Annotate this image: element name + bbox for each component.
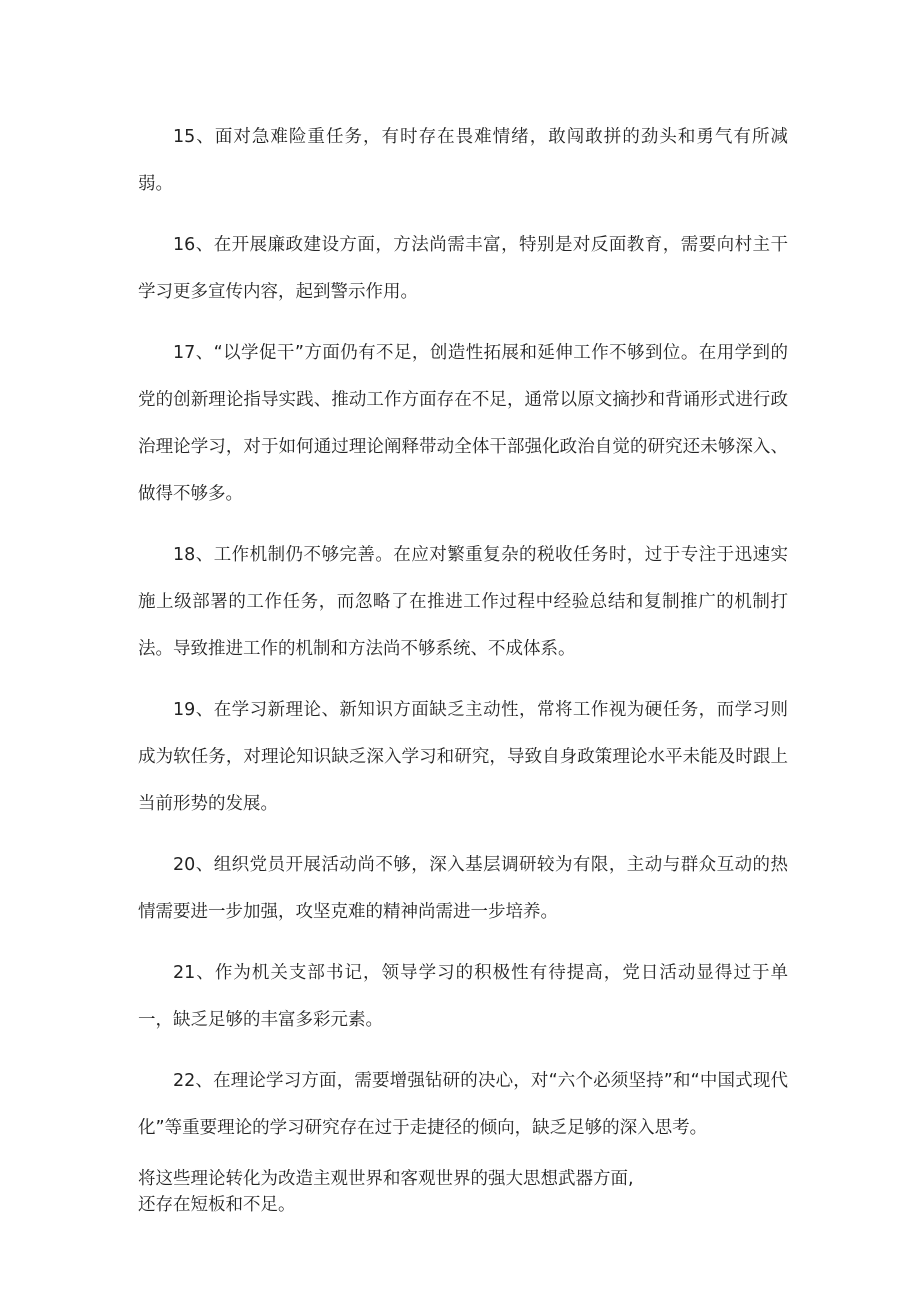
paragraph-18: 18、工作机制仍不够完善。在应对繁重复杂的税收任务时，过于专注于迅速实施上级部署的工作任务，而忽略了在推进工作过程中经验总结和复制推广的机制打法。导致推进工作的机制和方法尚不够系统、不成体系。 <box>138 545 788 659</box>
paragraph-21: 21、作为机关支部书记，领导学习的积极性有待提高，党日活动显得过于单一，缺乏足够的丰富多彩元素。 <box>138 963 788 1030</box>
document-body <box>138 114 788 1218</box>
paragraph-16: 16、在开展廉政建设方面，方法尚需丰富，特别是对反面教育，需要向村主干学习更多宣传内容，起到警示作用。 <box>138 235 788 302</box>
paragraph-20: 20、组织党员开展活动尚不够，深入基层调研较为有限，主动与群众互动的热情需要进一步加强，攻坚克难的精神尚需进一步培养。 <box>138 855 788 922</box>
paragraph-19: 19、在学习新理论、新知识方面缺乏主动性，常将工作视为硬任务，而学习则成为软任务，对理论知识缺乏深入学习和研究，导致自身政策理论水平未能及时跟上当前形势的发展。 <box>138 700 788 814</box>
trailing-line-2: 还存在短板和不足。 <box>138 1195 296 1215</box>
paragraph-15: 15、面对急难险重任务，有时存在畏难情绪，敢闯敢拼的劲头和勇气有所减弱。 <box>138 127 788 194</box>
trailing-line-1: 将这些理论转化为改造主观世界和客观世界的强大思想武器方面, <box>138 1169 634 1189</box>
paragraph-17: 17、“以学促干”方面仍有不足，创造性拓展和延伸工作不够到位。在用学到的党的创新理论指导实践、推动工作方面存在不足，通常以原文摘抄和背诵形式进行政治理论学习，对于如何通过理论阐释带动全体干部强化政治自觉的研究还未够深入、做得不够多。 <box>138 343 788 504</box>
paragraph-22: 22、在理论学习方面，需要增强钻研的决心，对“六个必须坚持”和“中国式现代化”等重要理论的学习研究存在过于走捷径的倾向，缺乏足够的深入思考。 <box>138 1071 788 1138</box>
